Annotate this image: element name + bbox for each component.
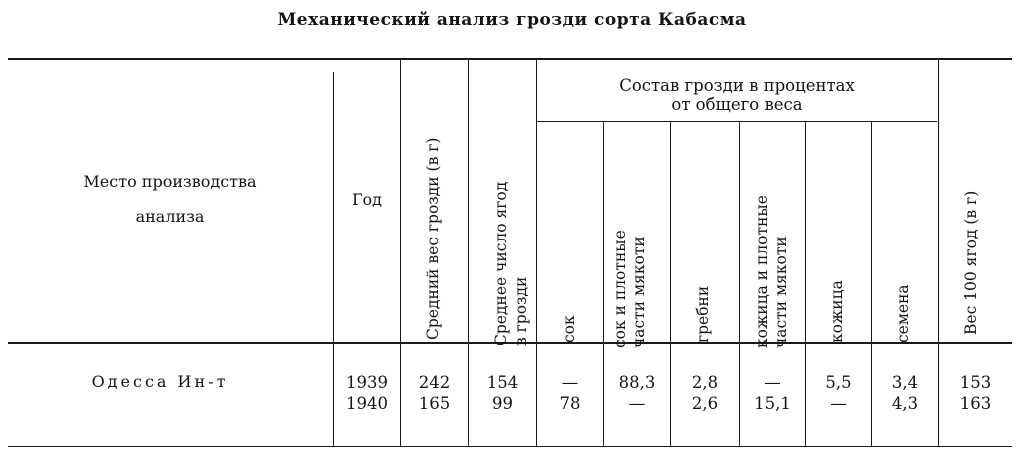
juice-pulp-1940: — — [628, 394, 646, 413]
header-composition — [537, 74, 937, 118]
header-juice: сок — [560, 315, 579, 343]
row-juice — [537, 372, 603, 414]
row-place: Одесса Ин-т — [91, 372, 229, 391]
seeds-1940: 4,3 — [891, 394, 919, 413]
header-stems: гребни — [694, 285, 713, 343]
skin-1940: — — [830, 394, 847, 413]
avg-berries-1939: 154 — [486, 373, 519, 392]
header-juice-pulp — [608, 128, 652, 348]
row-year — [334, 372, 400, 414]
stems-1939: 2,8 — [691, 373, 719, 392]
header-avg-berries-line1: Среднее число ягод — [492, 181, 511, 346]
skin-pulp-1939: — — [764, 373, 781, 392]
table-title: Механический анализ грозди сорта Кабасма — [277, 10, 747, 30]
header-place — [20, 150, 320, 250]
row-weight100 — [939, 372, 1012, 414]
skin-pulp-1940: 15,1 — [754, 394, 791, 413]
avg-weight-1940: 165 — [418, 394, 451, 413]
juice-1940: 78 — [559, 394, 581, 413]
weight100-1940: 163 — [959, 394, 992, 413]
header-skin-pulp-line1: кожица и плотные — [752, 195, 771, 348]
header-composition-line1: Состав грозди в процентах — [619, 76, 855, 96]
table-bottom-rule — [8, 446, 1012, 447]
header-composition-line2: от общего веса — [671, 95, 803, 114]
row-avg-berries — [469, 372, 536, 414]
header-juice-pulp-line2: части мякоти — [630, 236, 648, 348]
year-1939: 1939 — [346, 373, 388, 392]
header-juice-pulp-line1: сок и плотные — [610, 230, 629, 348]
composition-rule — [537, 121, 937, 122]
row-juice-pulp — [604, 372, 670, 414]
avg-weight-1939: 242 — [418, 373, 451, 392]
row-skin — [806, 372, 871, 414]
weight100-1939: 153 — [959, 373, 992, 392]
header-weight100: Вес 100 ягод (в г) — [962, 190, 981, 335]
juice-pulp-1939: 88,3 — [618, 373, 656, 392]
header-seeds: семена — [894, 284, 913, 343]
row-skin-pulp — [740, 372, 805, 414]
skin-1939: 5,5 — [825, 373, 852, 392]
header-place-line1: Место производства — [83, 172, 257, 192]
header-skin-pulp-line2: части мякоти — [772, 236, 790, 348]
row-seeds — [872, 372, 938, 414]
juice-1939: — — [561, 373, 579, 392]
header-avg-weight: Средний вес грозди (в г) — [424, 137, 443, 340]
header-avg-berries-line2: в грозди — [512, 276, 531, 346]
row-stems — [671, 372, 739, 414]
header-place-line2: анализа — [135, 207, 205, 226]
year-1940: 1940 — [346, 394, 388, 413]
header-skin: кожица — [828, 280, 847, 343]
header-skin-pulp — [750, 128, 794, 348]
stems-1940: 2,6 — [691, 394, 719, 413]
row-avg-weight — [401, 372, 468, 414]
seeds-1939: 3,4 — [891, 373, 919, 392]
header-year: Год — [351, 189, 383, 209]
avg-berries-1940: 99 — [492, 394, 513, 413]
